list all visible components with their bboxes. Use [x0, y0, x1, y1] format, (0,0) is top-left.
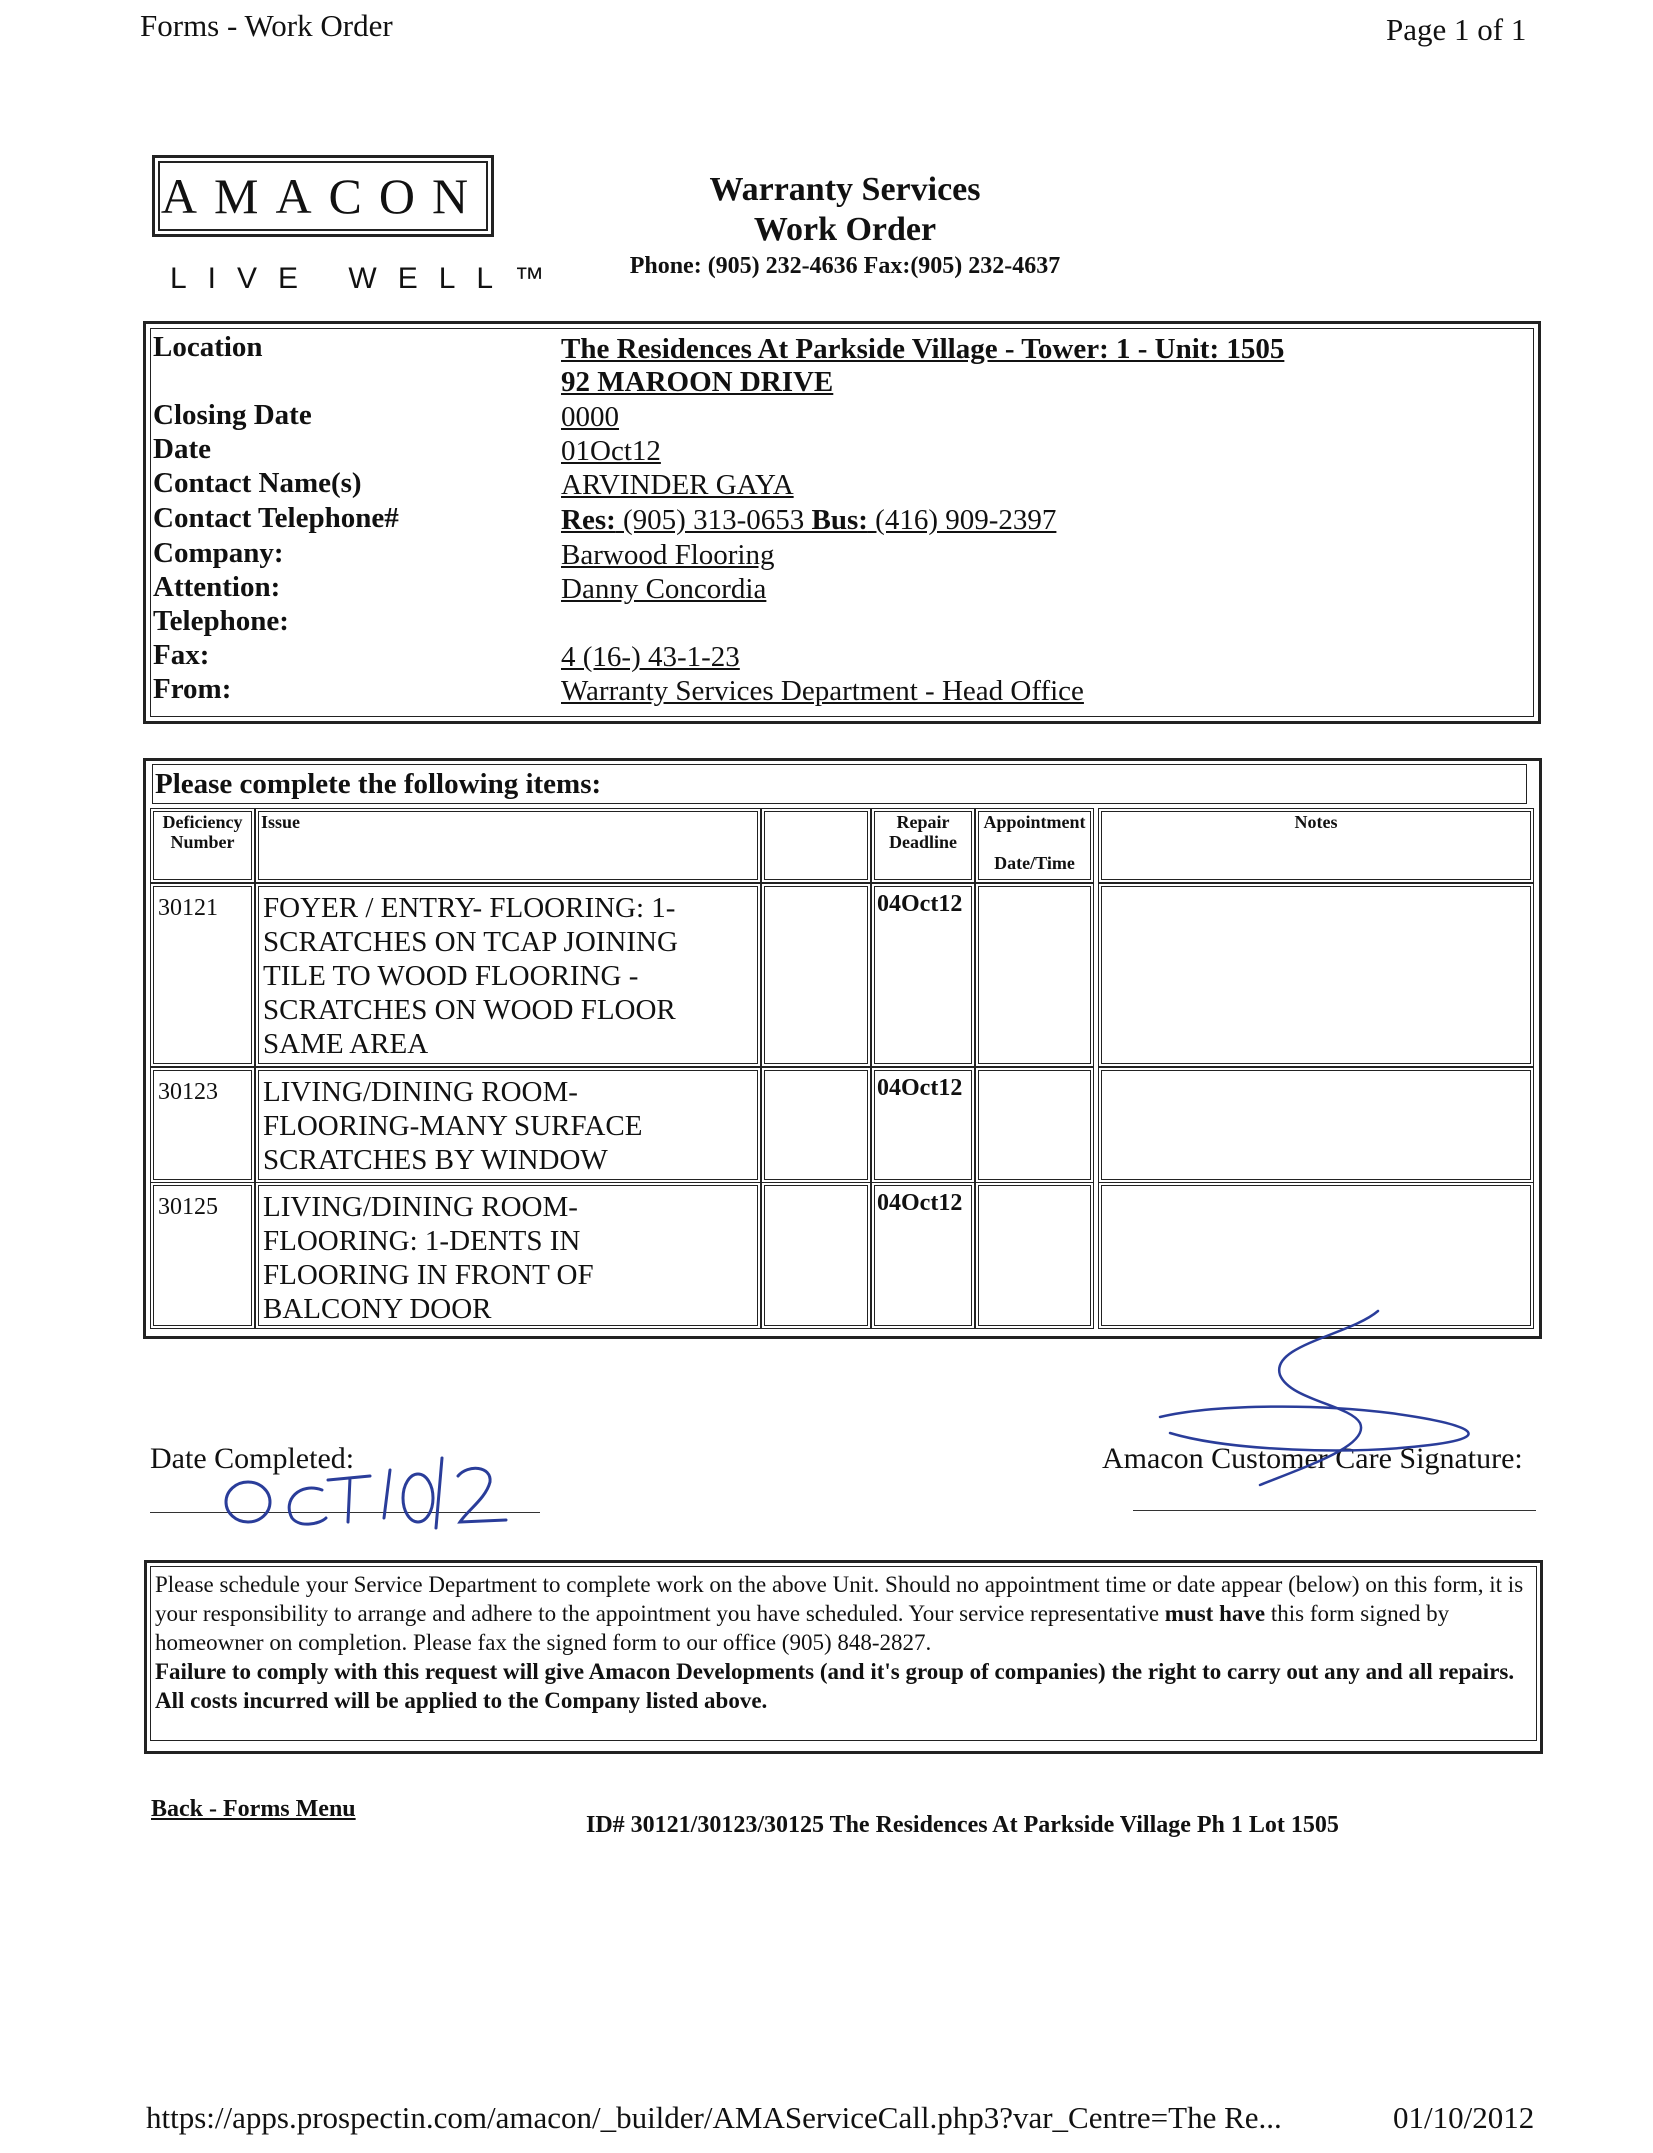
date-label: Date: [153, 433, 211, 465]
col-deficiency-number: [153, 811, 252, 880]
col-repair-line1: Repair: [896, 812, 950, 832]
table-row-1-number: 30121: [153, 886, 252, 1064]
notice-text: [150, 1566, 1537, 1741]
notice-box: [144, 1560, 1543, 1754]
notice-warning: Failure to comply with this request will give Amacon Developments (and it's group of companies) the right to carry out any and all repairs. All costs incurred will be applied to the Company listed above.: [155, 1659, 1515, 1713]
phone-fax: Phone: (905) 232-4636 Fax:(905) 232-4637: [629, 253, 1061, 279]
table-row-3-deadline: 04Oct12: [874, 1185, 972, 1326]
signature-scribble: [1150, 1305, 1510, 1495]
notice-text-part1: Please schedule your Service Department to complete work on the above Unit. Should no appointment time or date appear (below) on this form, it is your responsibility to arrange and adhere to the appointment you have scheduled. Your service representative: [155, 1572, 1524, 1626]
notice-text-part2: this form signed by homeowner on completion. Please fax the signed form to our office (905) 848-2827.: [155, 1601, 1450, 1655]
contact-telephone-value: [561, 504, 1056, 537]
table-row-1-notes: [1101, 886, 1531, 1064]
bus-label: Bus:: [811, 504, 868, 536]
location-label: Location: [153, 331, 263, 363]
date-value: 01Oct12: [561, 435, 661, 467]
fax-value: 4 (16-) 43-1-23: [561, 641, 740, 673]
col-repair-line2: Deadline: [888, 832, 957, 852]
from-label: From:: [153, 673, 232, 705]
res-number: (905) 313-0653: [615, 504, 812, 536]
contact-name-value: ARVINDER GAYA: [561, 469, 794, 501]
table-row-3-issue: LIVING/DINING ROOM- FLOORING: 1-DENTS IN FLOORING IN FRONT OF BALCONY DOOR: [258, 1185, 758, 1326]
col-appt-line2: Date/Time: [994, 853, 1075, 873]
col-deficiency-line2: Number: [170, 832, 235, 852]
location-value: The Residences At Parkside Village - Tower: 1 - Unit: 1505: [561, 333, 1285, 365]
company-value: Barwood Flooring: [561, 539, 775, 571]
notice-must: must: [1164, 1601, 1214, 1626]
telephone-label: Telephone:: [153, 605, 289, 637]
table-row-2-number: 30123: [153, 1070, 252, 1180]
page-count: Page 1 of 1: [1386, 12, 1527, 47]
from-value: Warranty Services Department - Head Office: [561, 675, 1084, 707]
table-row-1-appointment: [978, 886, 1091, 1064]
footer-url: https://apps.prospectin.com/amacon/_builder/AMAServiceCall.php3?var_Centre=The Re...: [146, 2100, 1282, 2135]
date-completed-label: Date Completed:: [150, 1442, 355, 1475]
table-row-2-blank: [764, 1070, 868, 1180]
table-row-2-issue: LIVING/DINING ROOM- FLOORING-MANY SURFACE SCRATCHES BY WINDOW: [258, 1070, 758, 1180]
title-block: [560, 170, 1130, 282]
title-line1: Warranty Services: [709, 171, 981, 208]
contact-telephone-label: Contact Telephone#: [153, 502, 399, 534]
contact-name-label: Contact Name(s): [153, 467, 362, 499]
col-issue: Issue: [258, 811, 758, 880]
col-appt-line1: Appointment: [983, 812, 1086, 832]
table-row-1-issue: FOYER / ENTRY- FLOORING: 1- SCRATCHES ON TCAP JOINING TILE TO WOOD FLOORING - SCRATCHES ON WOOD FLOOR SAME AREA: [258, 886, 758, 1064]
bus-number: (416) 909-2397: [867, 504, 1057, 536]
col-repair-deadline: [874, 811, 972, 880]
table-row-2-notes: [1101, 1070, 1531, 1180]
signature-label: Amacon Customer Care Signature:: [1102, 1442, 1523, 1475]
footer-date: 01/10/2012: [1393, 2100, 1535, 2135]
closing-date-label: Closing Date: [153, 399, 312, 431]
table-row-2-deadline: 04Oct12: [874, 1070, 972, 1180]
col-deficiency-line1: Deficiency: [162, 812, 243, 832]
back-forms-menu-link[interactable]: Back - Forms Menu: [151, 1796, 356, 1822]
table-row-3-appointment: [978, 1185, 1091, 1326]
col-blank: [764, 811, 868, 880]
handwritten-date: [210, 1440, 530, 1530]
header-title: Forms - Work Order: [140, 8, 393, 43]
table-row-1-blank: [764, 886, 868, 1064]
title-line2: Work Order: [753, 211, 937, 248]
attention-label: Attention:: [153, 571, 281, 603]
table-row-3-blank: [764, 1185, 868, 1326]
res-label: Res:: [561, 504, 616, 536]
table-row-2-appointment: [978, 1070, 1091, 1180]
logo-tagline: LIVE WELL™: [170, 262, 566, 295]
signature-line: [1133, 1510, 1536, 1511]
table-row-1-deadline: 04Oct12: [874, 886, 972, 1064]
company-label: Company:: [153, 537, 284, 569]
col-appointment: [978, 811, 1091, 880]
address-value: 92 MAROON DRIVE: [561, 366, 834, 398]
notice-have: have: [1219, 1601, 1266, 1626]
items-table-heading: Please complete the following items:: [152, 764, 1527, 804]
fax-label: Fax:: [153, 639, 210, 671]
amacon-logo: AMACON: [152, 155, 494, 237]
attention-value: Danny Concordia: [561, 573, 767, 605]
record-id: ID# 30121/30123/30125 The Residences At Parkside Village Ph 1 Lot 1505: [586, 1812, 1339, 1838]
table-row-3-number: 30125: [153, 1185, 252, 1326]
closing-date-value: 0000: [561, 401, 619, 433]
col-notes: Notes: [1101, 811, 1531, 880]
